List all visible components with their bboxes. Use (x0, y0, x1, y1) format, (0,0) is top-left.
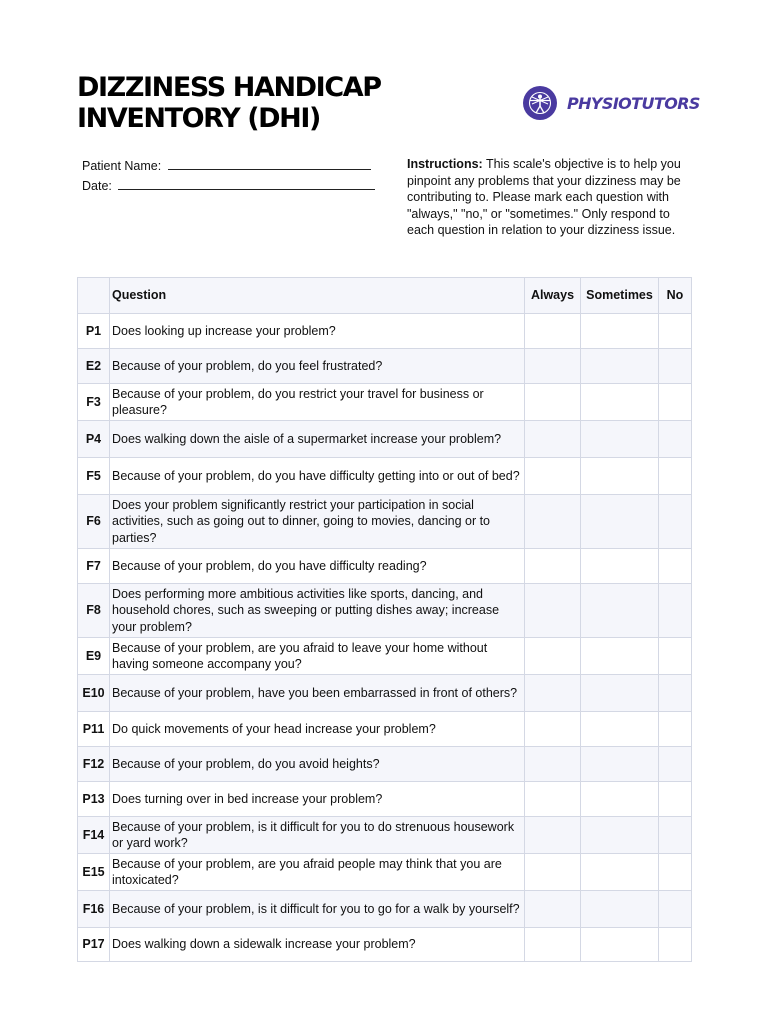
brand (523, 86, 700, 120)
patient-name-row (82, 156, 375, 176)
table-body (78, 314, 692, 962)
date-row (82, 176, 375, 196)
sometimes-cell[interactable] (581, 314, 659, 349)
always-cell[interactable] (525, 458, 581, 495)
date-field[interactable] (118, 177, 375, 190)
table-row (78, 638, 692, 675)
question-text: Does performing more ambitious activities like sports, dancing, and household chores, such as sweeping or putting dishes away; increase your problem? (110, 584, 525, 638)
brand-name: PHYSIOTUTORS (567, 93, 700, 113)
question-text: Because of your problem, do you feel frustrated? (110, 349, 525, 384)
sometimes-cell[interactable] (581, 458, 659, 495)
table-row (78, 349, 692, 384)
sometimes-cell[interactable] (581, 421, 659, 458)
always-cell[interactable] (525, 584, 581, 638)
always-cell[interactable] (525, 928, 581, 962)
always-cell[interactable] (525, 638, 581, 675)
question-id: F8 (78, 584, 110, 638)
no-cell[interactable] (659, 712, 692, 747)
always-cell[interactable] (525, 349, 581, 384)
no-cell[interactable] (659, 928, 692, 962)
no-cell[interactable] (659, 891, 692, 928)
question-id: E9 (78, 638, 110, 675)
table-row (78, 549, 692, 584)
question-id: F3 (78, 384, 110, 421)
always-cell[interactable] (525, 891, 581, 928)
question-id: E15 (78, 854, 110, 891)
question-text: Does walking down a sidewalk increase your problem? (110, 928, 525, 962)
sometimes-cell[interactable] (581, 712, 659, 747)
question-text: Does turning over in bed increase your problem? (110, 782, 525, 817)
question-id: P11 (78, 712, 110, 747)
question-id: F7 (78, 549, 110, 584)
column-header-id (78, 278, 110, 314)
no-cell[interactable] (659, 495, 692, 549)
question-text: Because of your problem, do you restrict your travel for business or pleasure? (110, 384, 525, 421)
question-text: Because of your problem, are you afraid people may think that you are intoxicated? (110, 854, 525, 891)
question-text: Does looking up increase your problem? (110, 314, 525, 349)
always-cell[interactable] (525, 384, 581, 421)
table-row (78, 712, 692, 747)
sometimes-cell[interactable] (581, 928, 659, 962)
question-text: Because of your problem, have you been embarrassed in front of others? (110, 675, 525, 712)
always-cell[interactable] (525, 675, 581, 712)
sometimes-cell[interactable] (581, 638, 659, 675)
table-header-row (78, 278, 692, 314)
no-cell[interactable] (659, 458, 692, 495)
table-row (78, 747, 692, 782)
question-id: F14 (78, 817, 110, 854)
question-id: P13 (78, 782, 110, 817)
table-row (78, 817, 692, 854)
table-row (78, 782, 692, 817)
column-header-sometimes: Sometimes (581, 278, 659, 314)
table-row (78, 928, 692, 962)
no-cell[interactable] (659, 384, 692, 421)
sometimes-cell[interactable] (581, 549, 659, 584)
date-label: Date: (82, 179, 112, 193)
sometimes-cell[interactable] (581, 891, 659, 928)
no-cell[interactable] (659, 782, 692, 817)
table-row (78, 854, 692, 891)
question-text: Does walking down the aisle of a supermarket increase your problem? (110, 421, 525, 458)
column-header-no: No (659, 278, 692, 314)
question-id: F16 (78, 891, 110, 928)
dhi-table (77, 277, 692, 962)
always-cell[interactable] (525, 854, 581, 891)
question-text: Because of your problem, are you afraid to leave your home without having someone accompany you? (110, 638, 525, 675)
sometimes-cell[interactable] (581, 782, 659, 817)
table-row (78, 384, 692, 421)
instructions (407, 156, 697, 239)
always-cell[interactable] (525, 817, 581, 854)
table-row (78, 458, 692, 495)
no-cell[interactable] (659, 747, 692, 782)
no-cell[interactable] (659, 549, 692, 584)
question-text: Because of your problem, do you have difficulty reading? (110, 549, 525, 584)
instructions-text: This scale's objective is to help you pinpoint any problems that your dizziness may be contributing to. Please mark each question with "always," "no," or "sometimes." Only respond to each question in relation to your dizziness issue. (407, 157, 681, 237)
question-id: E2 (78, 349, 110, 384)
no-cell[interactable] (659, 638, 692, 675)
always-cell[interactable] (525, 782, 581, 817)
table-row (78, 421, 692, 458)
column-header-question: Question (110, 278, 525, 314)
question-text: Because of your problem, do you have difficulty getting into or out of bed? (110, 458, 525, 495)
always-cell[interactable] (525, 747, 581, 782)
always-cell[interactable] (525, 495, 581, 549)
no-cell[interactable] (659, 675, 692, 712)
always-cell[interactable] (525, 421, 581, 458)
table-row (78, 675, 692, 712)
vitruvian-man-icon (523, 86, 557, 120)
patient-info (82, 156, 375, 196)
question-text: Because of your problem, is it difficult for you to do strenuous housework or yard work? (110, 817, 525, 854)
no-cell[interactable] (659, 854, 692, 891)
question-id: P4 (78, 421, 110, 458)
question-id: P1 (78, 314, 110, 349)
table-row (78, 495, 692, 549)
sometimes-cell[interactable] (581, 584, 659, 638)
table-row (78, 314, 692, 349)
always-cell[interactable] (525, 549, 581, 584)
question-id: F12 (78, 747, 110, 782)
column-header-always: Always (525, 278, 581, 314)
no-cell[interactable] (659, 584, 692, 638)
patient-name-label: Patient Name: (82, 159, 162, 173)
sometimes-cell[interactable] (581, 495, 659, 549)
question-text: Does your problem significantly restrict your participation in social activities, such as going out to dinner, going to movies, dancing or to parties? (110, 495, 525, 549)
no-cell[interactable] (659, 349, 692, 384)
question-id: F6 (78, 495, 110, 549)
sometimes-cell[interactable] (581, 384, 659, 421)
always-cell[interactable] (525, 712, 581, 747)
sometimes-cell[interactable] (581, 817, 659, 854)
question-text: Because of your problem, do you avoid heights? (110, 747, 525, 782)
instructions-label: Instructions: (407, 157, 483, 171)
always-cell[interactable] (525, 314, 581, 349)
sometimes-cell[interactable] (581, 747, 659, 782)
document-title: DIZZINESS HANDICAP INVENTORY (DHI) (77, 72, 381, 134)
no-cell[interactable] (659, 314, 692, 349)
table-row (78, 584, 692, 638)
sometimes-cell[interactable] (581, 675, 659, 712)
question-text: Because of your problem, is it difficult for you to go for a walk by yourself? (110, 891, 525, 928)
no-cell[interactable] (659, 421, 692, 458)
sometimes-cell[interactable] (581, 854, 659, 891)
table-row (78, 891, 692, 928)
no-cell[interactable] (659, 817, 692, 854)
question-text: Do quick movements of your head increase your problem? (110, 712, 525, 747)
patient-name-field[interactable] (168, 157, 371, 170)
question-id: E10 (78, 675, 110, 712)
question-id: F5 (78, 458, 110, 495)
question-id: P17 (78, 928, 110, 962)
sometimes-cell[interactable] (581, 349, 659, 384)
